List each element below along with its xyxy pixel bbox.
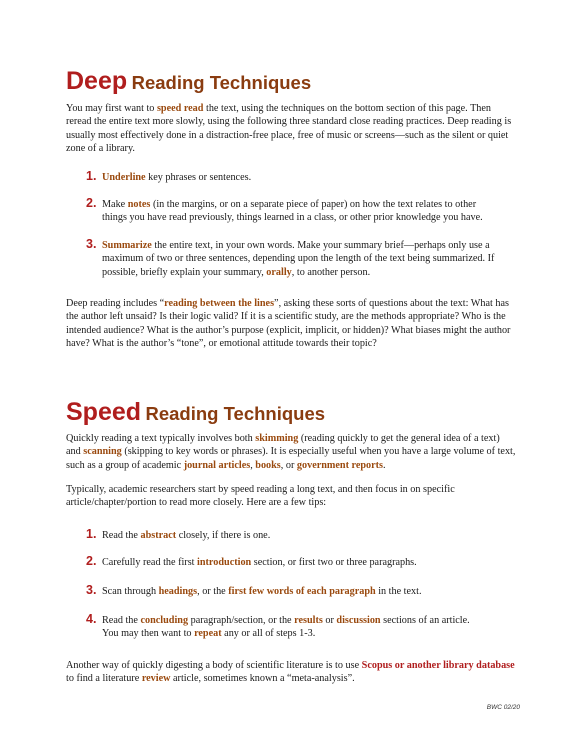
scopus-highlight: Scopus or another library database <box>361 660 515 671</box>
list-number: 1. <box>86 527 97 541</box>
deep-heading-rest: Reading Techniques <box>131 72 312 93</box>
speed-intro2-paragraph: Typically, academic researchers start by speed reading a long text, and then focus in on specific article/chapter/portion to read more closely. Here are a few tips: <box>66 484 455 509</box>
abstract-highlight: abstract <box>140 530 177 541</box>
text-run: any or all of steps 1-3. <box>221 628 316 640</box>
books-highlight: books <box>255 459 281 471</box>
speed-intro-paragraph <box>66 432 516 472</box>
text-run: key phrases or sentences. <box>145 172 252 183</box>
scanning-highlight: scanning <box>83 446 122 458</box>
underline-highlight: Underline <box>102 172 146 183</box>
speed-heading-word: Speed <box>66 398 142 426</box>
text-run: (in the margins, or on a separate piece of paper) on how the text relates to other things you have read previously, things learned in a class, or other prior knowledge you have. <box>102 199 483 224</box>
text-run: (reading quickly to get the general idea of a text) and <box>66 433 500 458</box>
text-run: article, sometimes known a “meta-analysis”. <box>170 673 355 685</box>
text-run: , or <box>280 459 297 471</box>
notes-highlight: notes <box>127 199 151 210</box>
results-highlight: results <box>294 615 323 626</box>
text-run: Deep reading includes “ <box>66 298 165 309</box>
deep-heading-word: Deep <box>66 67 128 95</box>
text-run: Make <box>102 199 128 210</box>
text-run: Another way of quickly digesting a body of scientific literature is to use <box>66 660 362 671</box>
text-run: , or the <box>197 586 229 597</box>
first-words-highlight: first few words of each paragraph <box>228 586 376 597</box>
repeat-highlight: repeat <box>194 628 222 640</box>
government-reports-highlight: government reports <box>296 459 384 471</box>
deep-heading <box>66 67 311 96</box>
footer-code: BWC 02/20 <box>486 704 520 711</box>
text-run: , to another person. <box>291 266 371 278</box>
headings-highlight: headings <box>158 586 198 597</box>
text-run: . <box>383 459 386 471</box>
speed-heading <box>66 398 325 427</box>
discussion-highlight: discussion <box>336 615 381 626</box>
text-run: in the text. <box>375 586 422 597</box>
orally-highlight: orally <box>266 266 292 278</box>
concluding-highlight: concluding <box>140 615 189 626</box>
text-run: Read the <box>102 530 141 541</box>
list-number: 3. <box>86 583 97 597</box>
text-run: You may first want to <box>66 103 157 114</box>
reading-between-lines-highlight: reading between the lines <box>164 298 275 309</box>
deep-closing-paragraph <box>66 297 516 351</box>
summarize-highlight: Summarize <box>102 240 152 251</box>
text-run: You may then want to <box>102 628 195 640</box>
text-run: Quickly reading a text typically involves both <box>66 433 256 444</box>
speed-heading-rest: Reading Techniques <box>145 403 326 424</box>
introduction-highlight: introduction <box>197 557 252 568</box>
deep-intro-paragraph <box>66 102 516 156</box>
text-run: the text, using the techniques on the bottom section of this page. Then reread the entire text more slowly, using the following three standard close reading practices. Deep reading is usually most effectively done in a distraction-free place, free of music or screens—such as the silent or quiet zone of a library. <box>66 103 512 155</box>
list-number: 2. <box>86 196 97 210</box>
list-number: 2. <box>86 554 97 568</box>
list-number: 3. <box>86 237 97 251</box>
text-run: , <box>250 459 256 471</box>
list-number: 4. <box>86 612 97 626</box>
text-run: Read the <box>102 615 141 626</box>
text-run: closely, if there is one. <box>176 530 271 541</box>
text-run: paragraph/section, or the <box>188 615 295 626</box>
list-number: 1. <box>86 169 97 183</box>
journal-articles-highlight: journal articles <box>183 459 251 471</box>
text-run: Carefully read the first <box>102 557 198 568</box>
text-run: the entire text, in your own words. Make your summary brief—perhaps only use a maximum of two or three sentences, depending upon the length of the text being summarized. If possible, briefly explain your summary, <box>102 240 495 278</box>
skimming-highlight: skimming <box>255 433 299 444</box>
text-run: or <box>322 615 337 626</box>
text-run: section, or first two or three paragraphs. <box>251 557 417 568</box>
speed-closing-paragraph <box>66 659 516 686</box>
text-run: sections of an article. <box>380 615 470 626</box>
text-run: Scan through <box>102 586 159 597</box>
review-highlight: review <box>141 673 171 685</box>
text-run: ”, asking these sorts of questions about the text: What has the author left unsaid? Is their logic valid? If it is a scientific study, are the methods appropriate? Who is the intended audience? What is the author’s purpose (explicit, implicit, or hidden)? What biases might the author have? What is the author’s “tone”, or emotional attitude towards their topic? <box>66 298 511 350</box>
text-run: (skipping to key words or phrases). It is especially useful when you have a large volume of text, such as a group of academic <box>66 446 516 471</box>
text-run: to find a literature <box>66 673 142 685</box>
speed-read-highlight: speed read <box>156 103 204 114</box>
